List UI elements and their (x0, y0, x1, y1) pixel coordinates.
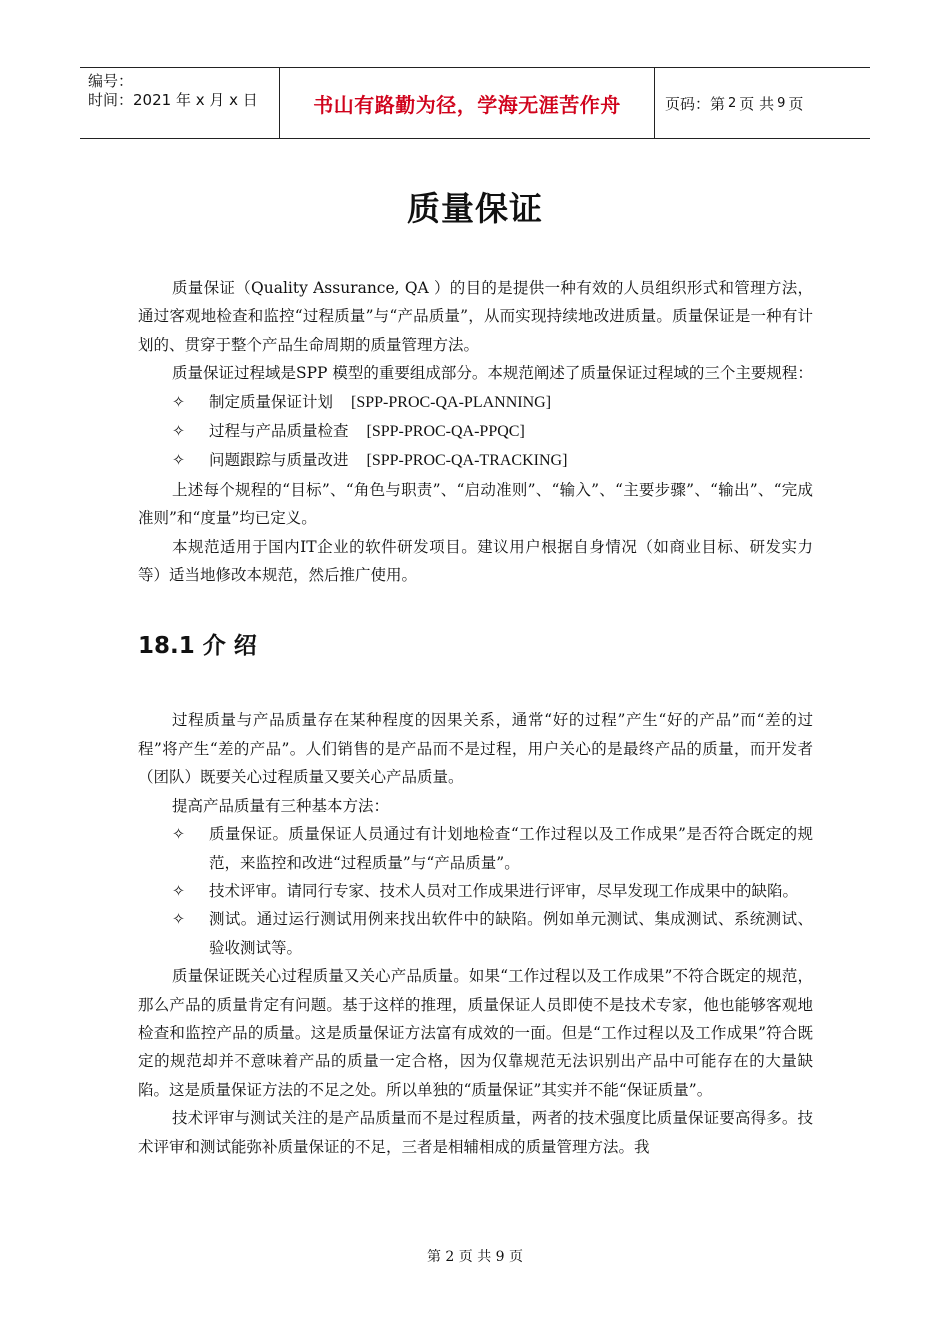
method-text: 测试。通过运行测试用例来找出软件中的缺陷。例如单元测试、集成测试、系统测试、验收测试等。 (209, 910, 813, 957)
procedure-code: [SPP-PROC-QA-TRACKING] (366, 452, 568, 470)
diamond-bullet-icon: ✧ (172, 910, 185, 929)
intro-paragraph: 本规范适用于国内IT企业的软件研发项目。建议用户根据自身情况（如商业目标、研发实力等）适当地修改本规范，然后推广使用。 (138, 537, 813, 585)
procedure-name: 过程与产品质量检查 (209, 422, 349, 441)
method-list-item (138, 820, 813, 877)
page-current: 2 (728, 95, 737, 111)
page-prefix: 页码：第 (665, 94, 726, 113)
page-total: 9 (777, 95, 786, 111)
diamond-bullet-icon: ✧ (172, 422, 185, 441)
section-paragraph: 技术评审与测试关注的是产品质量而不是过程质量，两者的技术强度比质量保证要高得多。技术评审和测试能弥补质量保证的不足，三者是相辅相成的质量管理方法。我 (138, 1109, 813, 1156)
procedure-name: 制定质量保证计划 (209, 392, 334, 411)
intro-paragraph: 质量保证过程域是SPP 模型的重要组成部分。本规范阐述了质量保证过程域的三个主要规程： (172, 364, 813, 383)
procedure-list-item (138, 388, 813, 417)
intro-paragraph: 上述每个规程的“目标”、“角色与职责”、“启动准则”、“输入”、“主要步骤”、“输出”、“完成准则”和“度量”均已定义。 (138, 480, 813, 528)
diamond-bullet-icon: ✧ (172, 825, 185, 844)
header-page-number (655, 68, 870, 138)
section-heading: 18.1 介 绍 (138, 633, 257, 660)
page-footer: 第 2 页 共 9 页 (426, 1249, 524, 1265)
page-suffix: 页 (788, 94, 804, 113)
page-header (80, 67, 870, 139)
document-date-label: 时间：2021 年 x 月 x 日 (88, 91, 258, 109)
header-meta-cell (80, 68, 280, 138)
procedure-code: [SPP-PROC-QA-PLANNING] (351, 393, 552, 411)
document-body (138, 274, 813, 1161)
diamond-bullet-icon: ✧ (172, 451, 185, 470)
header-motto: 书山有路勤为径，学海无涯苦作舟 (280, 68, 655, 138)
method-text: 技术评审。请同行专家、技术人员对工作成果进行评审，尽早发现工作成果中的缺陷。 (209, 881, 799, 900)
diamond-bullet-icon: ✧ (172, 392, 185, 411)
section-paragraph: 提高产品质量有三种基本方法： (172, 796, 390, 815)
procedure-list-item (138, 446, 813, 475)
section-paragraph: 质量保证既关心过程质量又关心产品质量。如果“工作过程以及工作成果”不符合既定的规范，那么产品的质量肯定有问题。基于这样的推理，质量保证人员即使不是技术专家，他也能够客观地检查和监控产品的质量。这是质量保证方法富有成效的一面。但是“工作过程以及工作成果”符合既定的规范却并不意味着产品的质量一定合格，因为仅靠规范无法识别出产品中可能存在的大量缺陷。这是质量保证方法的不足之处。所以单独的“质量保证”其实并不能“保证质量”。 (138, 967, 813, 1099)
method-list-item (138, 877, 813, 905)
method-text: 质量保证。质量保证人员通过有计划地检查“工作过程以及工作成果”是否符合既定的规范，来监控和改进“过程质量”与“产品质量”。 (209, 825, 813, 872)
intro-paragraph: 质量保证（Quality Assurance, QA ）的目的是提供一种有效的人员组织形式和管理方法，通过客观地检查和监控“过程质量”与“产品质量”，从而实现持续地改进质量。质量保证是一种有计划的、贯穿于整个产品生命周期的质量管理方法。 (138, 279, 813, 354)
document-title: 质量保证 (407, 189, 543, 228)
procedure-code: [SPP-PROC-QA-PPQC] (366, 423, 525, 441)
method-list-item (138, 905, 813, 962)
procedure-list-item (138, 417, 813, 446)
page-mid: 页 共 (739, 94, 775, 113)
section-paragraph: 过程质量与产品质量存在某种程度的因果关系，通常“好的过程”产生“好的产品”而“差的过程”将产生“差的产品”。人们销售的是产品而不是过程，用户关心的是最终产品的质量，而开发者（团队）既要关心过程质量又要关心产品质量。 (138, 711, 813, 787)
diamond-bullet-icon: ✧ (172, 881, 185, 900)
document-number-label: 编号： (88, 72, 134, 90)
procedure-name: 问题跟踪与质量改进 (209, 451, 349, 470)
